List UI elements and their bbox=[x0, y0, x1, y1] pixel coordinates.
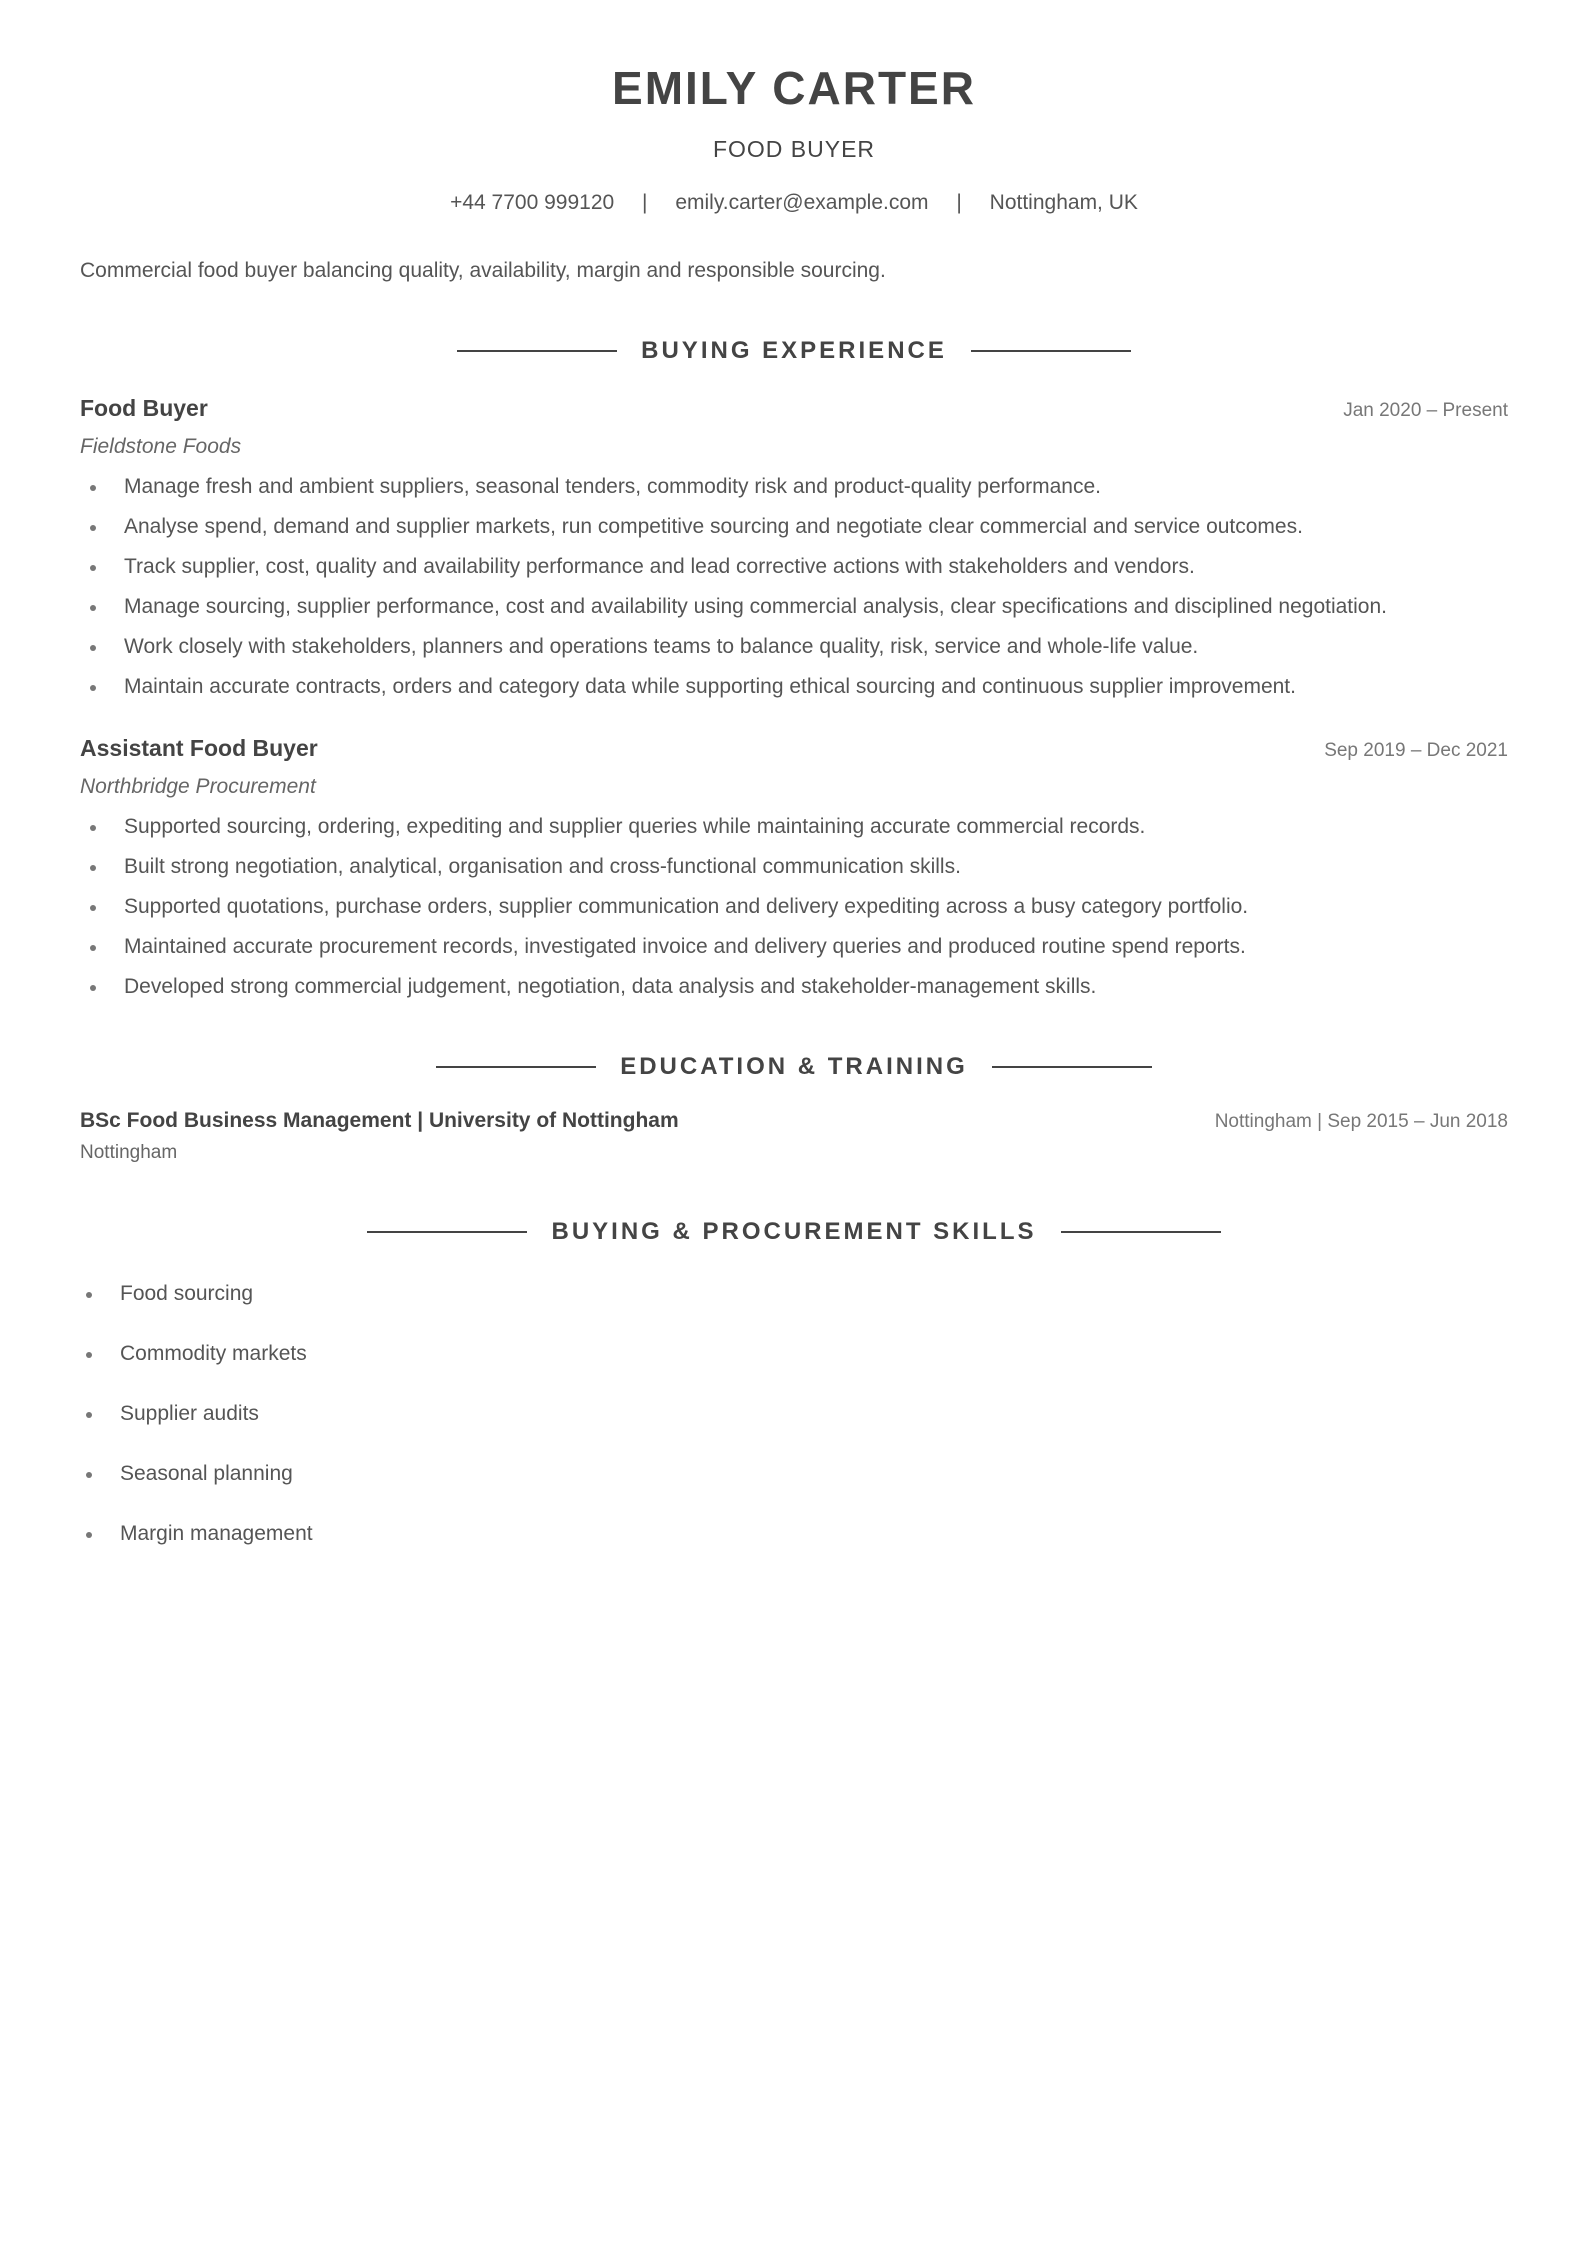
education-location: Nottingham bbox=[80, 1142, 178, 1163]
skill-item: Commodity markets bbox=[80, 1339, 1508, 1369]
candidate-name: EMILY CARTER bbox=[612, 62, 976, 114]
job-company: Northbridge Procurement bbox=[80, 775, 316, 798]
job-bullets bbox=[80, 812, 1508, 1002]
section-title: EDUCATION & TRAINING bbox=[620, 1053, 968, 1080]
education-title: BSc Food Business Management | University of Nottingham bbox=[80, 1109, 679, 1132]
job-header bbox=[80, 392, 1508, 426]
job-bullet: Supported quotations, purchase orders, supplier communication and delivery expediting across a busy category portfolio. bbox=[80, 892, 1508, 922]
job-bullet: Maintain accurate contracts, orders and category data while supporting ethical sourcing and continuous supplier improvement. bbox=[80, 672, 1508, 702]
section-heading-experience bbox=[80, 334, 1508, 368]
profile-summary: Commercial food buyer balancing quality, availability, margin and responsible sourcing. bbox=[80, 259, 886, 282]
section-title: BUYING & PROCUREMENT SKILLS bbox=[551, 1218, 1037, 1245]
education-entry bbox=[80, 1106, 1508, 1167]
resume-header bbox=[80, 0, 1508, 218]
job-header bbox=[80, 732, 1508, 766]
contact-email: emily.carter@example.com bbox=[675, 191, 929, 214]
job-bullet: Maintained accurate procurement records, investigated invoice and delivery queries and produced routine spend reports. bbox=[80, 932, 1508, 962]
skill-item: Supplier audits bbox=[80, 1399, 1508, 1429]
contact-separator: | bbox=[642, 191, 648, 214]
job-bullet: Work closely with stakeholders, planners and operations teams to balance quality, risk, service and whole-life value. bbox=[80, 632, 1508, 662]
skill-item: Seasonal planning bbox=[80, 1459, 1508, 1489]
job-dates: Sep 2019 – Dec 2021 bbox=[1324, 740, 1508, 761]
heading-rule bbox=[457, 350, 617, 352]
job-title: Food Buyer bbox=[80, 395, 208, 421]
job-bullet: Developed strong commercial judgement, negotiation, data analysis and stakeholder-management skills. bbox=[80, 972, 1508, 1002]
job-company: Fieldstone Foods bbox=[80, 435, 242, 458]
skill-item: Food sourcing bbox=[80, 1279, 1508, 1309]
heading-rule bbox=[1061, 1231, 1221, 1233]
heading-rule bbox=[436, 1066, 596, 1068]
contact-phone: +44 7700 999120 bbox=[450, 191, 615, 214]
section-title: BUYING EXPERIENCE bbox=[641, 337, 947, 364]
job-bullet: Manage fresh and ambient suppliers, seasonal tenders, commodity risk and product-quality performance. bbox=[80, 472, 1508, 502]
contact-separator: | bbox=[956, 191, 962, 214]
job-dates: Jan 2020 – Present bbox=[1343, 400, 1508, 421]
skill-item: Margin management bbox=[80, 1519, 1508, 1549]
job-bullet: Supported sourcing, ordering, expediting and supplier queries while maintaining accurate commercial records. bbox=[80, 812, 1508, 842]
heading-rule bbox=[971, 350, 1131, 352]
contact-line bbox=[80, 188, 1508, 218]
job-bullet: Analyse spend, demand and supplier markets, run competitive sourcing and negotiate clear commercial and service outcomes. bbox=[80, 512, 1508, 542]
section-heading-skills bbox=[80, 1215, 1508, 1249]
candidate-role: FOOD BUYER bbox=[712, 136, 876, 162]
skills-list bbox=[80, 1279, 1508, 1549]
education-header bbox=[80, 1106, 1508, 1137]
job-title: Assistant Food Buyer bbox=[80, 735, 318, 761]
contact-location: Nottingham, UK bbox=[989, 191, 1138, 214]
job-entry bbox=[80, 732, 1508, 1002]
heading-rule bbox=[992, 1066, 1152, 1068]
heading-rule bbox=[367, 1231, 527, 1233]
job-bullets bbox=[80, 472, 1508, 702]
job-entry bbox=[80, 392, 1508, 702]
education-meta: Nottingham | Sep 2015 – Jun 2018 bbox=[1214, 1111, 1508, 1132]
section-heading-education bbox=[80, 1050, 1508, 1084]
job-bullet: Track supplier, cost, quality and availability performance and lead corrective actions with stakeholders and vendors. bbox=[80, 552, 1508, 582]
job-bullet: Built strong negotiation, analytical, organisation and cross-functional communication skills. bbox=[80, 852, 1508, 882]
job-bullet: Manage sourcing, supplier performance, cost and availability using commercial analysis, clear specifications and disciplined negotiation. bbox=[80, 592, 1508, 622]
